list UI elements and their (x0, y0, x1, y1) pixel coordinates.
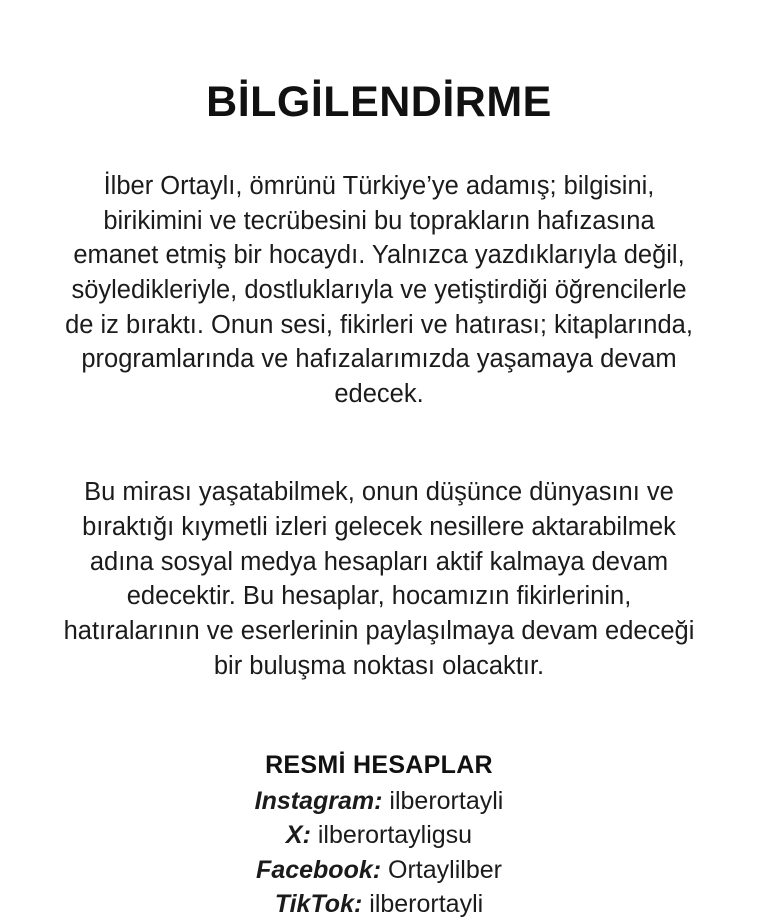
account-row-tiktok (59, 887, 699, 922)
official-accounts-section (59, 751, 699, 922)
account-label-x: X: (285, 821, 311, 850)
account-handle-instagram[interactable]: ilberortayli (389, 786, 504, 815)
page-title: BİLGİLENDİRME (206, 78, 552, 126)
account-label-instagram: Instagram: (254, 786, 383, 815)
account-row-x (59, 818, 699, 853)
announcement-paragraph-1: İlber Ortaylı, ömrünü Türkiye’ye adamış; bilgisini, birikimini ve tecrübesini bu toprakların hafızasına emanet etmiş bir hocaydı. Yalnızca yazdıklarıyla değil, söyledikleriyle, dostluklarıyla ve yetiştirdiği öğrencilerle de iz bıraktı. Onun sesi, fikirleri ve hatırası; kitaplarında, programlarında ve hafızalarımızda yaşamaya devam edecek. (65, 172, 693, 409)
official-accounts-title: RESMİ HESAPLAR (265, 750, 493, 779)
account-row-facebook (59, 853, 699, 888)
announcement-paragraph-2: Bu mirası yaşatabilmek, onun düşünce dünyasını ve bıraktığı kıymetli izleri gelecek nesillere aktarabilmek adına sosyal medya hesapları aktif kalmaya devam edecektir. Bu hesaplar, hocamızın fikirlerinin, hatıralarının ve eserlerinin paylaşılmaya devam edeceği bir buluşma noktası olacaktır. (63, 478, 695, 680)
account-label-facebook: Facebook: (256, 855, 382, 884)
account-label-tiktok: TikTok: (274, 890, 363, 919)
account-handle-facebook[interactable]: Ortaylilber (388, 855, 502, 884)
account-row-instagram (59, 784, 699, 819)
account-handle-tiktok[interactable]: ilberortayli (369, 890, 484, 919)
account-handle-x[interactable]: ilberortayligsu (317, 821, 473, 850)
